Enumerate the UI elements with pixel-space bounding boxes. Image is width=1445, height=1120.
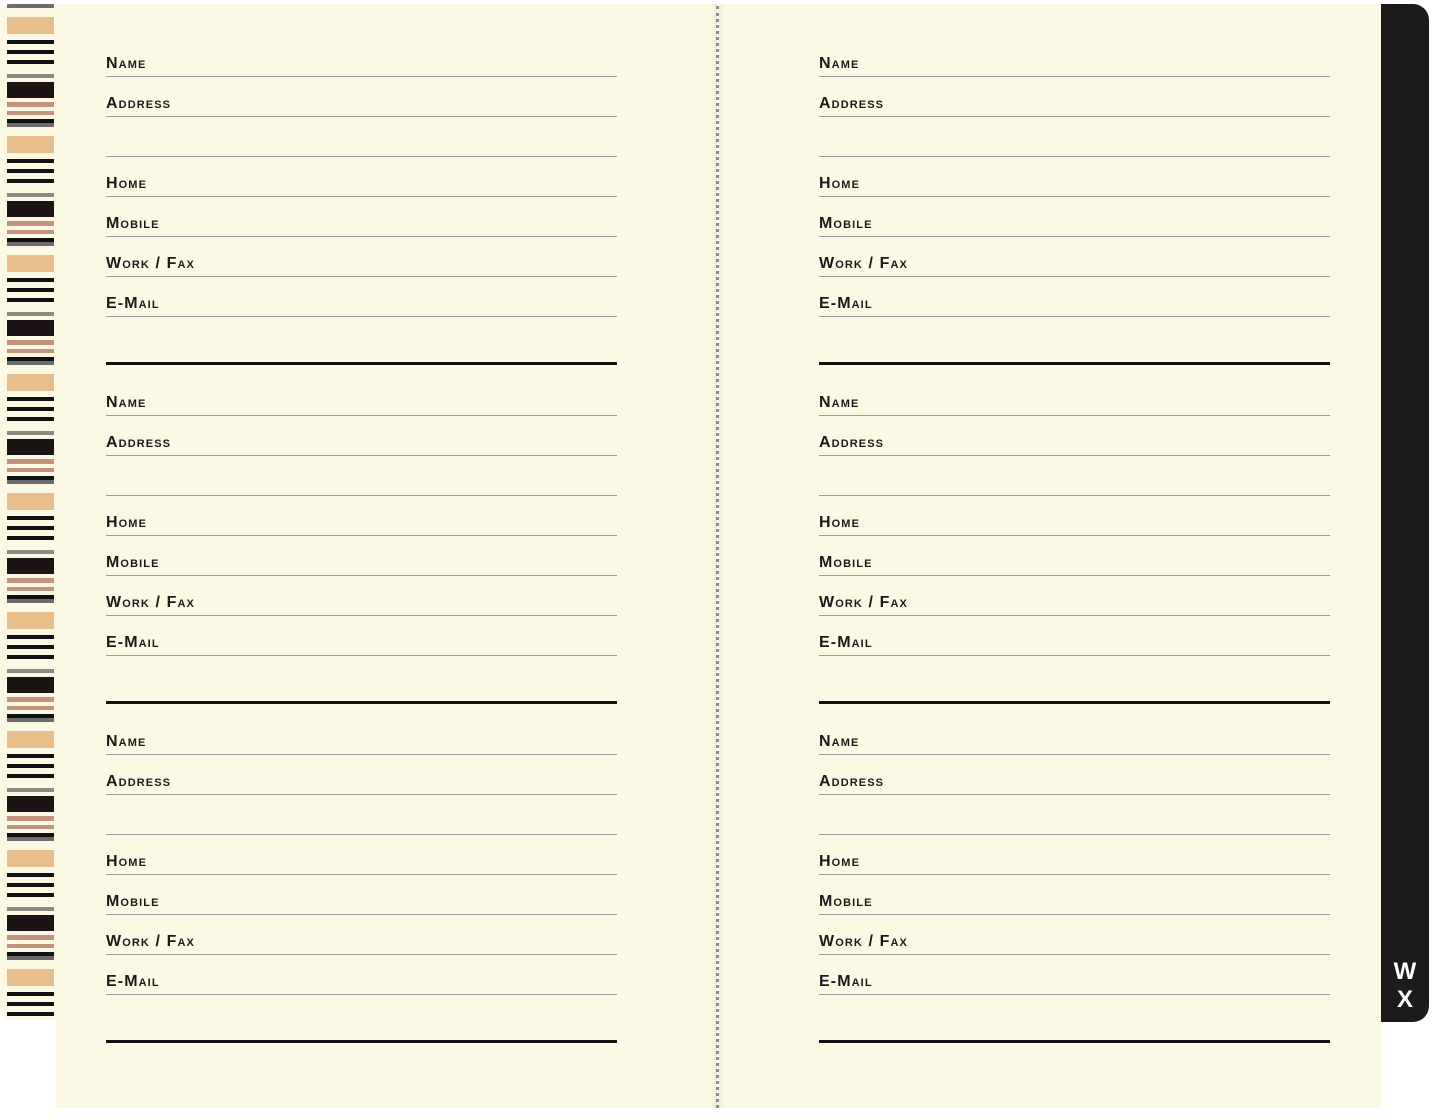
work-fax-label: Work / Fax <box>106 594 195 611</box>
address-label: Address <box>106 434 172 451</box>
address-label: Address <box>106 95 172 112</box>
mobile-field[interactable] <box>106 536 617 576</box>
address-label: Address <box>819 434 885 451</box>
name-label: Name <box>106 394 147 411</box>
email-label: E-Mail <box>106 973 160 990</box>
address-label: Address <box>819 95 885 112</box>
address-label: Address <box>819 773 885 790</box>
name-label: Name <box>106 55 147 72</box>
email-field[interactable] <box>819 616 1330 656</box>
mobile-field[interactable] <box>106 875 617 915</box>
address-field[interactable] <box>819 755 1330 795</box>
work-fax-field[interactable] <box>819 915 1330 955</box>
name-field[interactable] <box>819 715 1330 755</box>
address-line-2-field[interactable] <box>106 117 617 157</box>
address-entry-right-1 <box>819 37 1330 365</box>
name-field[interactable] <box>106 715 617 755</box>
email-field[interactable] <box>106 277 617 317</box>
home-field[interactable] <box>106 835 617 875</box>
address-field[interactable] <box>106 755 617 795</box>
mobile-field[interactable] <box>819 197 1330 237</box>
home-field[interactable] <box>819 835 1330 875</box>
mobile-field[interactable] <box>819 536 1330 576</box>
email-label: E-Mail <box>819 973 873 990</box>
address-line-2-field[interactable] <box>819 456 1330 496</box>
name-label: Name <box>819 394 860 411</box>
home-label: Home <box>819 514 861 531</box>
email-label: E-Mail <box>819 295 873 312</box>
work-fax-label: Work / Fax <box>106 933 195 950</box>
tab-letter-w: W <box>1393 958 1417 985</box>
email-label: E-Mail <box>106 634 160 651</box>
mobile-label: Mobile <box>819 215 873 232</box>
work-fax-field[interactable] <box>106 915 617 955</box>
address-entry-right-3 <box>819 715 1330 1043</box>
work-fax-label: Work / Fax <box>819 594 908 611</box>
stripe-pattern <box>7 4 54 1020</box>
address-entry-left-2 <box>106 376 617 704</box>
address-line-2-field[interactable] <box>106 456 617 496</box>
address-field[interactable] <box>819 416 1330 456</box>
work-fax-field[interactable] <box>819 237 1330 277</box>
address-line-2-field[interactable] <box>819 117 1330 157</box>
home-label: Home <box>819 175 861 192</box>
striped-edge <box>0 4 62 1020</box>
name-label: Name <box>819 55 860 72</box>
work-fax-field[interactable] <box>819 576 1330 616</box>
name-field[interactable] <box>819 37 1330 77</box>
name-field[interactable] <box>819 376 1330 416</box>
home-label: Home <box>819 853 861 870</box>
mobile-field[interactable] <box>819 875 1330 915</box>
email-field[interactable] <box>819 955 1330 995</box>
entry-divider <box>819 701 1330 704</box>
name-label: Name <box>106 733 147 750</box>
index-tab-letters <box>1381 958 1429 1014</box>
address-entry-left-3 <box>106 715 617 1043</box>
email-label: E-Mail <box>106 295 160 312</box>
work-fax-label: Work / Fax <box>106 255 195 272</box>
address-line-2-field[interactable] <box>819 795 1330 835</box>
index-tab-wx[interactable] <box>1381 4 1429 1022</box>
page-spine <box>716 6 719 1108</box>
entry-divider <box>819 1040 1330 1043</box>
home-label: Home <box>106 175 148 192</box>
name-field[interactable] <box>106 376 617 416</box>
mobile-label: Mobile <box>819 554 873 571</box>
work-fax-label: Work / Fax <box>819 933 908 950</box>
home-field[interactable] <box>106 496 617 536</box>
name-field[interactable] <box>106 37 617 77</box>
mobile-label: Mobile <box>106 893 160 910</box>
work-fax-field[interactable] <box>106 576 617 616</box>
tab-letter-x: X <box>1396 986 1413 1013</box>
home-label: Home <box>106 853 148 870</box>
work-fax-label: Work / Fax <box>819 255 908 272</box>
mobile-label: Mobile <box>106 554 160 571</box>
home-label: Home <box>106 514 148 531</box>
mobile-field[interactable] <box>106 197 617 237</box>
mobile-label: Mobile <box>106 215 160 232</box>
entry-divider <box>106 362 617 365</box>
email-field[interactable] <box>819 277 1330 317</box>
mobile-label: Mobile <box>819 893 873 910</box>
work-fax-field[interactable] <box>106 237 617 277</box>
home-field[interactable] <box>106 157 617 197</box>
address-entry-right-2 <box>819 376 1330 704</box>
address-line-2-field[interactable] <box>106 795 617 835</box>
address-field[interactable] <box>819 77 1330 117</box>
home-field[interactable] <box>819 496 1330 536</box>
email-label: E-Mail <box>819 634 873 651</box>
name-label: Name <box>819 733 860 750</box>
address-field[interactable] <box>106 77 617 117</box>
email-field[interactable] <box>106 616 617 656</box>
entry-divider <box>819 362 1330 365</box>
address-entry-left-1 <box>106 37 617 365</box>
entry-divider <box>106 1040 617 1043</box>
entry-divider <box>106 701 617 704</box>
email-field[interactable] <box>106 955 617 995</box>
address-label: Address <box>106 773 172 790</box>
home-field[interactable] <box>819 157 1330 197</box>
address-field[interactable] <box>106 416 617 456</box>
